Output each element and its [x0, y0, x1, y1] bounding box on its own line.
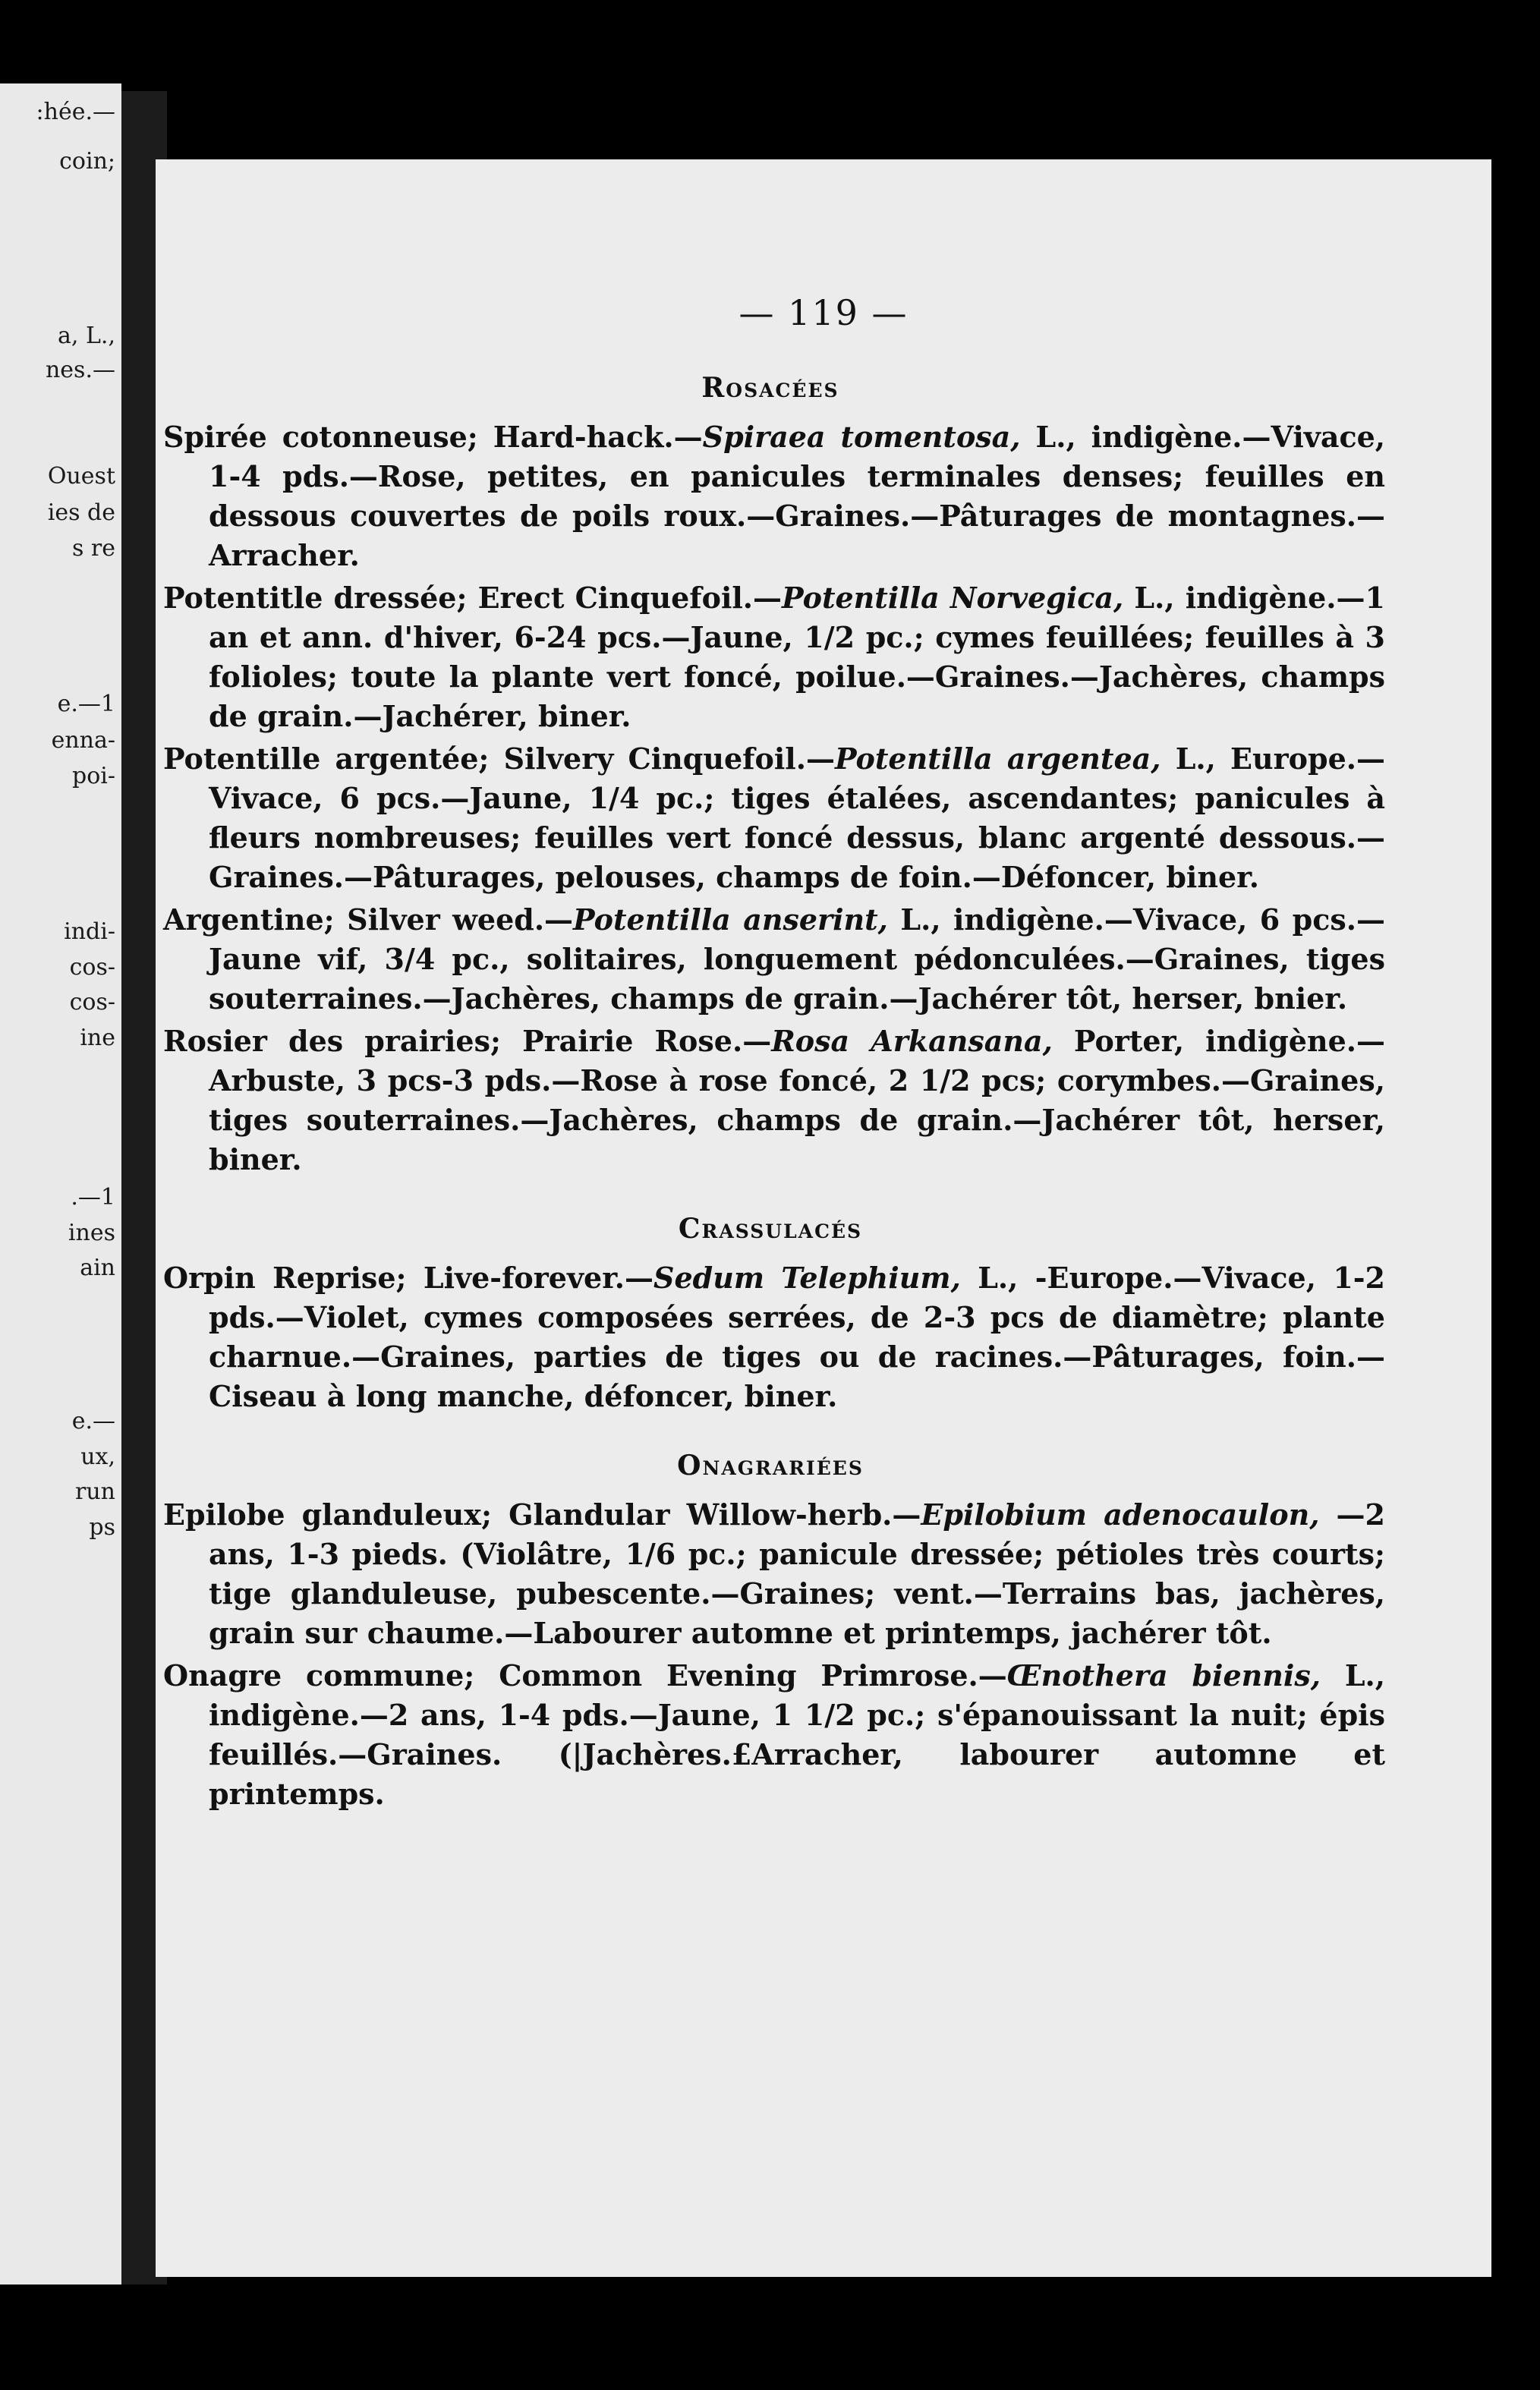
entry-latin-name: Sedum Telephium,	[653, 1261, 961, 1295]
facing-page-text: nes.—	[45, 357, 115, 383]
facing-page-text: e.—1	[57, 691, 115, 717]
entry-description: L., -Europe.—Vivace, 1-2 pds.—Violet, cymes composées serrées, de 2-3 pcs de diamètre; plante charnue.—Graines, parties de tiges ou de racines.—Pâturages, foin.—Ciseau à long manche, défoncer, biner.	[209, 1261, 1385, 1413]
entry-common-names: Epilobe glanduleux; Glandular Willow-herb.—	[163, 1497, 921, 1532]
facing-page-text: ps	[89, 1514, 115, 1541]
facing-page-text: cos-	[69, 954, 115, 981]
facing-page-text: :hée.—	[36, 99, 115, 125]
plant-entry	[156, 1022, 1385, 1179]
plant-entry	[156, 1495, 1385, 1653]
facing-page-text: a, L.,	[58, 323, 115, 349]
plant-entry	[156, 739, 1385, 897]
plant-entry	[156, 1258, 1385, 1416]
entry-common-names: Onagre commune; Common Evening Primrose.—	[163, 1658, 1007, 1693]
entry-common-names: Argentine; Silver weed.—	[163, 902, 574, 937]
entry-latin-name: Rosa Arkansana,	[771, 1024, 1053, 1058]
facing-page-text: ux,	[80, 1444, 115, 1470]
plant-entry	[156, 417, 1385, 575]
entry-description: L., indigène.—Vivace, 1-4 pds.—Rose, petites, en panicules terminales denses; feuilles en dessous couvertes de poils roux.—Graines.—Pâturages de montagnes.—Arracher.	[209, 420, 1385, 572]
entry-common-names: Orpin Reprise; Live-forever.—	[163, 1261, 653, 1295]
plant-entry	[156, 900, 1385, 1019]
entry-common-names: Spirée cotonneuse; Hard-hack.—	[163, 420, 703, 454]
entry-common-names: Potentille argentée; Silvery Cinquefoil.—	[163, 742, 835, 776]
entry-common-names: Potentitle dressée; Erect Cinquefoil.—	[163, 581, 783, 615]
entry-description: Porter, indigène.—Arbuste, 3 pcs-3 pds.—Rose à rose foncé, 2 1/2 pcs; corymbes.—Graines, tiges souterraines.—Jachères, champs de grain.—Jachérer tôt, herser, biner.	[209, 1024, 1386, 1176]
entry-latin-name: Potentilla anserint,	[573, 902, 888, 937]
facing-page-text: coin;	[59, 148, 115, 175]
entry-description: L., indigène.—Vivace, 6 pcs.—Jaune vif, 3/4 pc., solitaires, longuement pédonculées.—Graines, tiges souterraines.—Jachères, champs de grain.—Jachérer tôt, herser, bnier.	[209, 902, 1385, 1016]
page-number: — 119 —	[739, 292, 909, 333]
facing-page-text: .—1	[71, 1184, 115, 1211]
entry-description: —2 ans, 1-3 pieds. (Violâtre, 1/6 pc.; panicule dressée; pétioles très courts; tige glanduleuse, pubescente.—Graines; vent.—Terrains bas, jachères, grain sur chaume.—Labourer automne et printemps, jachérer tôt.	[209, 1497, 1385, 1650]
facing-page-text: indi-	[64, 918, 115, 945]
section-heading: Onagrariées	[677, 1450, 864, 1482]
facing-page-text: Ouest	[47, 463, 115, 490]
entry-common-names: Rosier des prairies; Prairie Rose.—	[163, 1024, 772, 1058]
facing-page-text: ies de	[47, 499, 115, 526]
plant-entry	[156, 1656, 1385, 1814]
entry-description: L., Europe.—Vivace, 6 pcs.—Jaune, 1/4 pc.; tiges étalées, ascendantes; panicules à fleurs nombreuses; feuilles vert foncé dessus, blanc argenté dessous.—Graines.—Pâturages, pelouses, champs de foin.—Défoncer, biner.	[209, 742, 1385, 894]
page-text	[156, 372, 1385, 1817]
facing-page-text: e.—	[71, 1408, 115, 1434]
book-page	[156, 159, 1491, 2277]
facing-page-text: ines	[68, 1220, 115, 1246]
facing-page-text: ain	[80, 1255, 115, 1281]
section-heading: Crassulacés	[678, 1213, 863, 1245]
facing-page-text: cos-	[69, 989, 115, 1016]
facing-page-text: run	[75, 1478, 115, 1505]
facing-page-text: poi-	[72, 763, 115, 789]
facing-page-text: ine	[80, 1025, 115, 1051]
entry-latin-name: Œnothera biennis,	[1006, 1658, 1321, 1693]
entry-latin-name: Spiraea tomentosa,	[702, 420, 1021, 454]
entry-latin-name: Potentilla argentea,	[834, 742, 1161, 776]
facing-page-fragment	[0, 83, 121, 2285]
plant-entry	[156, 578, 1385, 736]
section-heading: Rosacées	[701, 372, 839, 404]
facing-page-text: enna-	[51, 727, 115, 754]
facing-page-text: s re	[71, 535, 115, 562]
entry-description: L., indigène.—2 ans, 1-4 pds.—Jaune, 1 1/2 pc.; s'épanouissant la nuit; épis feuillés.—Graines. (|Jachères.£Arracher, labourer automne et printemps.	[209, 1658, 1386, 1811]
entry-description: L., indigène.—1 an et ann. d'hiver, 6-24 pcs.—Jaune, 1/2 pc.; cymes feuillées; feuilles à 3 folioles; toute la plante vert foncé, poilue.—Graines.—Jachères, champs de grain.—Jachérer, biner.	[209, 581, 1385, 733]
entry-latin-name: Potentilla Norvegica,	[782, 581, 1124, 615]
entry-latin-name: Epilobium adenocaulon,	[921, 1497, 1320, 1532]
